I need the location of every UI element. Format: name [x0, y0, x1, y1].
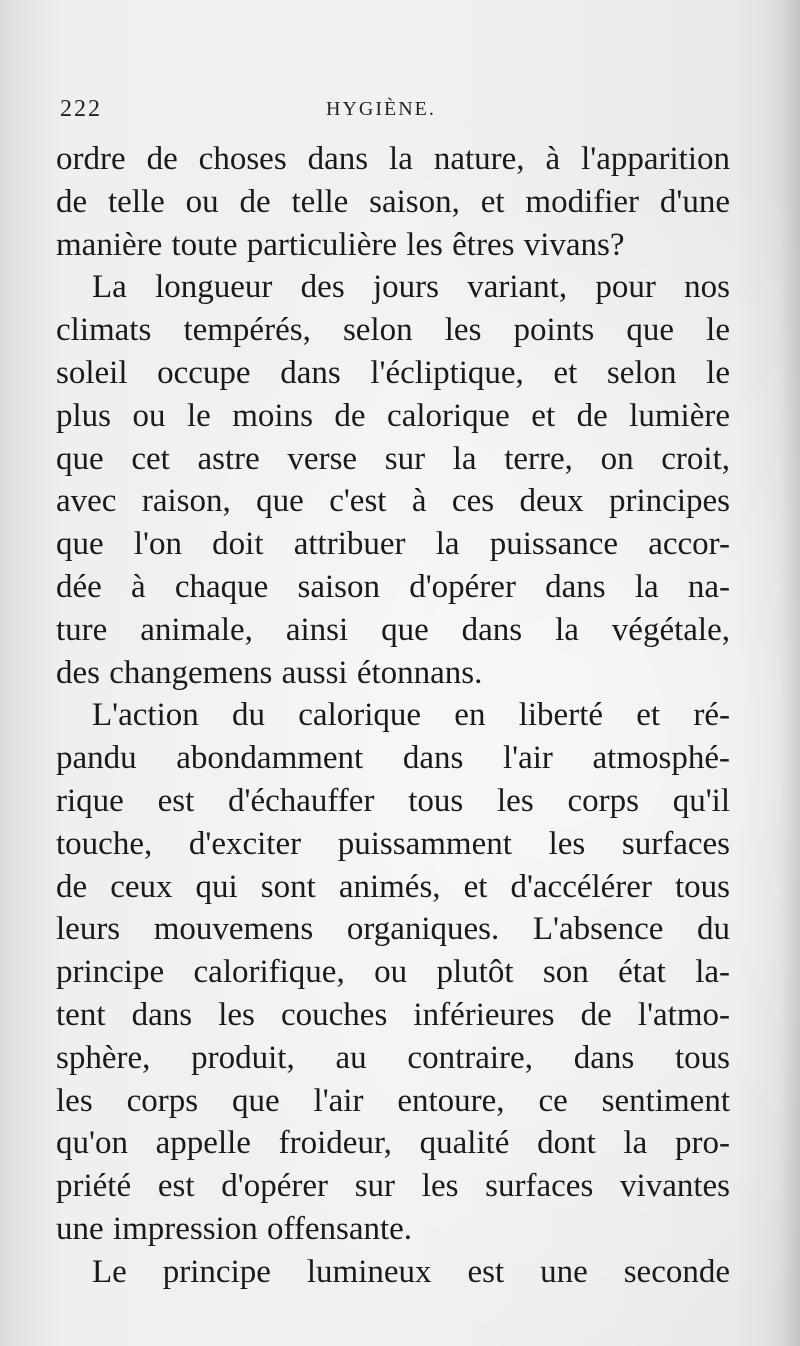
text-line: ordre de choses dans la nature, à l'apparition	[56, 141, 730, 177]
text-line: ture animale, ainsi que dans la végétale,	[56, 611, 730, 648]
paragraph	[56, 694, 730, 1250]
text-line: climats tempérés, selon les points que le	[56, 312, 730, 349]
text-line: priété est d'opérer sur les surfaces vivantes	[56, 1168, 730, 1205]
text-line: touche, d'exciter puissamment les surfaces	[56, 825, 730, 862]
text-line: les corps que l'air entoure, ce sentiment	[56, 1082, 730, 1119]
paragraph	[56, 138, 730, 266]
page-edge-shadow	[778, 0, 800, 1346]
text-line: leurs mouvemens organiques. L'absence du	[56, 911, 730, 948]
text-line: tent dans les couches inférieures de l'atmo-	[56, 996, 730, 1033]
text-line: une impression offensante.	[56, 1210, 413, 1247]
text-line: La longueur des jours variant, pour nos	[92, 269, 730, 306]
text-line: avec raison, que c'est à ces deux principes	[56, 483, 730, 520]
text-line: dée à chaque saison d'opérer dans la na-	[56, 568, 730, 605]
page-number: 222	[60, 96, 102, 122]
text-line: de telle ou de telle saison, et modifier d'une	[56, 183, 730, 220]
text-line: pandu abondamment dans l'air atmosphé-	[56, 740, 730, 777]
text-line: L'action du calorique en liberté et ré-	[92, 697, 730, 734]
running-head	[56, 92, 730, 126]
text-line: sphère, produit, au contraire, dans tous	[56, 1039, 730, 1076]
text-line: que l'on doit attribuer la puissance accor-	[56, 526, 730, 563]
running-title: HYGIÈNE.	[326, 98, 436, 120]
text-line: que cet astre verse sur la terre, on croit,	[56, 440, 730, 477]
text-line: soleil occupe dans l'écliptique, et selon le	[56, 354, 730, 391]
body-text	[56, 138, 730, 1294]
text-line: manière toute particulière les êtres vivans?	[56, 226, 625, 263]
text-line: des changemens aussi étonnans.	[56, 654, 483, 691]
paragraph	[56, 266, 730, 694]
paragraph	[56, 1251, 730, 1294]
text-line: rique est d'échauffer tous les corps qu'il	[56, 782, 730, 819]
text-line: principe calorifique, ou plutôt son état la-	[56, 954, 730, 991]
text-line: de ceux qui sont animés, et d'accélérer tous	[56, 868, 730, 905]
text-line: plus ou le moins de calorique et de lumière	[56, 397, 730, 434]
text-line: Le principe lumineux est une seconde	[92, 1253, 730, 1290]
text-line: qu'on appelle froideur, qualité dont la pro-	[56, 1125, 730, 1162]
